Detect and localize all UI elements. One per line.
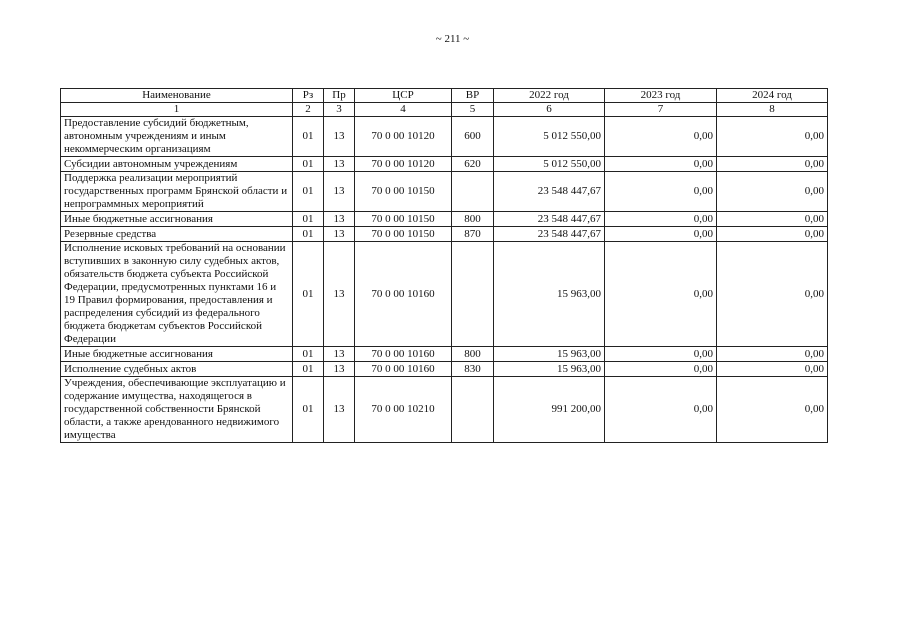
header-name: Наименование xyxy=(61,89,293,103)
table-row xyxy=(61,227,828,242)
row-rz: 01 xyxy=(293,172,324,212)
column-index-row xyxy=(61,103,828,117)
col-index: 3 xyxy=(324,103,355,117)
row-csr: 70 0 00 10150 xyxy=(355,172,452,212)
table-row xyxy=(61,347,828,362)
row-2022: 15 963,00 xyxy=(494,362,605,377)
row-rz: 01 xyxy=(293,227,324,242)
row-name: Учреждения, обеспечивающие эксплуатацию и содержание имущества, находящегося в государственной собственности Брянской области, а также арендованного недвижимого имущества xyxy=(61,377,293,443)
row-pr: 13 xyxy=(324,362,355,377)
row-vr: 800 xyxy=(452,212,494,227)
row-2024: 0,00 xyxy=(717,362,828,377)
row-2023: 0,00 xyxy=(605,157,717,172)
row-2023: 0,00 xyxy=(605,242,717,347)
col-index: 6 xyxy=(494,103,605,117)
table-row xyxy=(61,362,828,377)
row-pr: 13 xyxy=(324,377,355,443)
col-index: 2 xyxy=(293,103,324,117)
table-row xyxy=(61,242,828,347)
row-2023: 0,00 xyxy=(605,117,717,157)
header-vr: ВР xyxy=(452,89,494,103)
row-2024: 0,00 xyxy=(717,172,828,212)
row-vr: 830 xyxy=(452,362,494,377)
header-row xyxy=(61,89,828,103)
row-name: Поддержка реализации мероприятий государственных программ Брянской области и непрограммных мероприятий xyxy=(61,172,293,212)
row-vr: 600 xyxy=(452,117,494,157)
row-rz: 01 xyxy=(293,117,324,157)
header-rz: Рз xyxy=(293,89,324,103)
row-vr xyxy=(452,172,494,212)
row-2023: 0,00 xyxy=(605,347,717,362)
row-pr: 13 xyxy=(324,242,355,347)
row-name: Исполнение исковых требований на основании вступивших в законную силу судебных актов, обязательств бюджета субъекта Российской Федерации, предусмотренных пунктами 16 и 19 Правил формирования, предоставления и распределения субсидий из федерального бюджета бюджетам субъектов Российской Федерации xyxy=(61,242,293,347)
table-row xyxy=(61,157,828,172)
col-index: 1 xyxy=(61,103,293,117)
row-2024: 0,00 xyxy=(717,157,828,172)
row-vr: 870 xyxy=(452,227,494,242)
row-2023: 0,00 xyxy=(605,212,717,227)
row-pr: 13 xyxy=(324,347,355,362)
header-2024: 2024 год xyxy=(717,89,828,103)
row-2022: 5 012 550,00 xyxy=(494,117,605,157)
row-csr: 70 0 00 10120 xyxy=(355,157,452,172)
row-2022: 23 548 447,67 xyxy=(494,172,605,212)
row-2024: 0,00 xyxy=(717,347,828,362)
header-csr: ЦСР xyxy=(355,89,452,103)
row-2023: 0,00 xyxy=(605,172,717,212)
header-2023: 2023 год xyxy=(605,89,717,103)
row-2024: 0,00 xyxy=(717,212,828,227)
row-name: Резервные средства xyxy=(61,227,293,242)
row-csr: 70 0 00 10160 xyxy=(355,362,452,377)
page-number: ~ 211 ~ xyxy=(435,33,470,45)
row-2023: 0,00 xyxy=(605,377,717,443)
row-pr: 13 xyxy=(324,157,355,172)
row-csr: 70 0 00 10160 xyxy=(355,347,452,362)
row-vr xyxy=(452,242,494,347)
row-2022: 15 963,00 xyxy=(494,347,605,362)
header-2022: 2022 год xyxy=(494,89,605,103)
row-2022: 15 963,00 xyxy=(494,242,605,347)
table-row xyxy=(61,172,828,212)
table-row xyxy=(61,117,828,157)
col-index: 5 xyxy=(452,103,494,117)
row-2024: 0,00 xyxy=(717,242,828,347)
row-pr: 13 xyxy=(324,227,355,242)
row-vr: 620 xyxy=(452,157,494,172)
row-2023: 0,00 xyxy=(605,362,717,377)
row-csr: 70 0 00 10210 xyxy=(355,377,452,443)
row-name: Иные бюджетные ассигнования xyxy=(61,212,293,227)
col-index: 4 xyxy=(355,103,452,117)
row-csr: 70 0 00 10160 xyxy=(355,242,452,347)
row-rz: 01 xyxy=(293,377,324,443)
row-rz: 01 xyxy=(293,157,324,172)
row-rz: 01 xyxy=(293,362,324,377)
row-2022: 5 012 550,00 xyxy=(494,157,605,172)
table-row xyxy=(61,377,828,443)
row-csr: 70 0 00 10120 xyxy=(355,117,452,157)
header-pr: Пр xyxy=(324,89,355,103)
row-2022: 991 200,00 xyxy=(494,377,605,443)
row-name: Исполнение судебных актов xyxy=(61,362,293,377)
row-rz: 01 xyxy=(293,212,324,227)
row-2024: 0,00 xyxy=(717,117,828,157)
col-index: 8 xyxy=(717,103,828,117)
row-csr: 70 0 00 10150 xyxy=(355,227,452,242)
row-name: Предоставление субсидий бюджетным, автономным учреждениям и иным некоммерческим организациям xyxy=(61,117,293,157)
row-rz: 01 xyxy=(293,347,324,362)
row-vr: 800 xyxy=(452,347,494,362)
row-vr xyxy=(452,377,494,443)
row-pr: 13 xyxy=(324,172,355,212)
row-name: Субсидии автономным учреждениям xyxy=(61,157,293,172)
row-2022: 23 548 447,67 xyxy=(494,212,605,227)
row-2023: 0,00 xyxy=(605,227,717,242)
table-row xyxy=(61,212,828,227)
row-pr: 13 xyxy=(324,212,355,227)
budget-table xyxy=(60,88,828,443)
row-2022: 23 548 447,67 xyxy=(494,227,605,242)
row-rz: 01 xyxy=(293,242,324,347)
col-index: 7 xyxy=(605,103,717,117)
row-name: Иные бюджетные ассигнования xyxy=(61,347,293,362)
row-2024: 0,00 xyxy=(717,377,828,443)
row-csr: 70 0 00 10150 xyxy=(355,212,452,227)
row-pr: 13 xyxy=(324,117,355,157)
row-2024: 0,00 xyxy=(717,227,828,242)
